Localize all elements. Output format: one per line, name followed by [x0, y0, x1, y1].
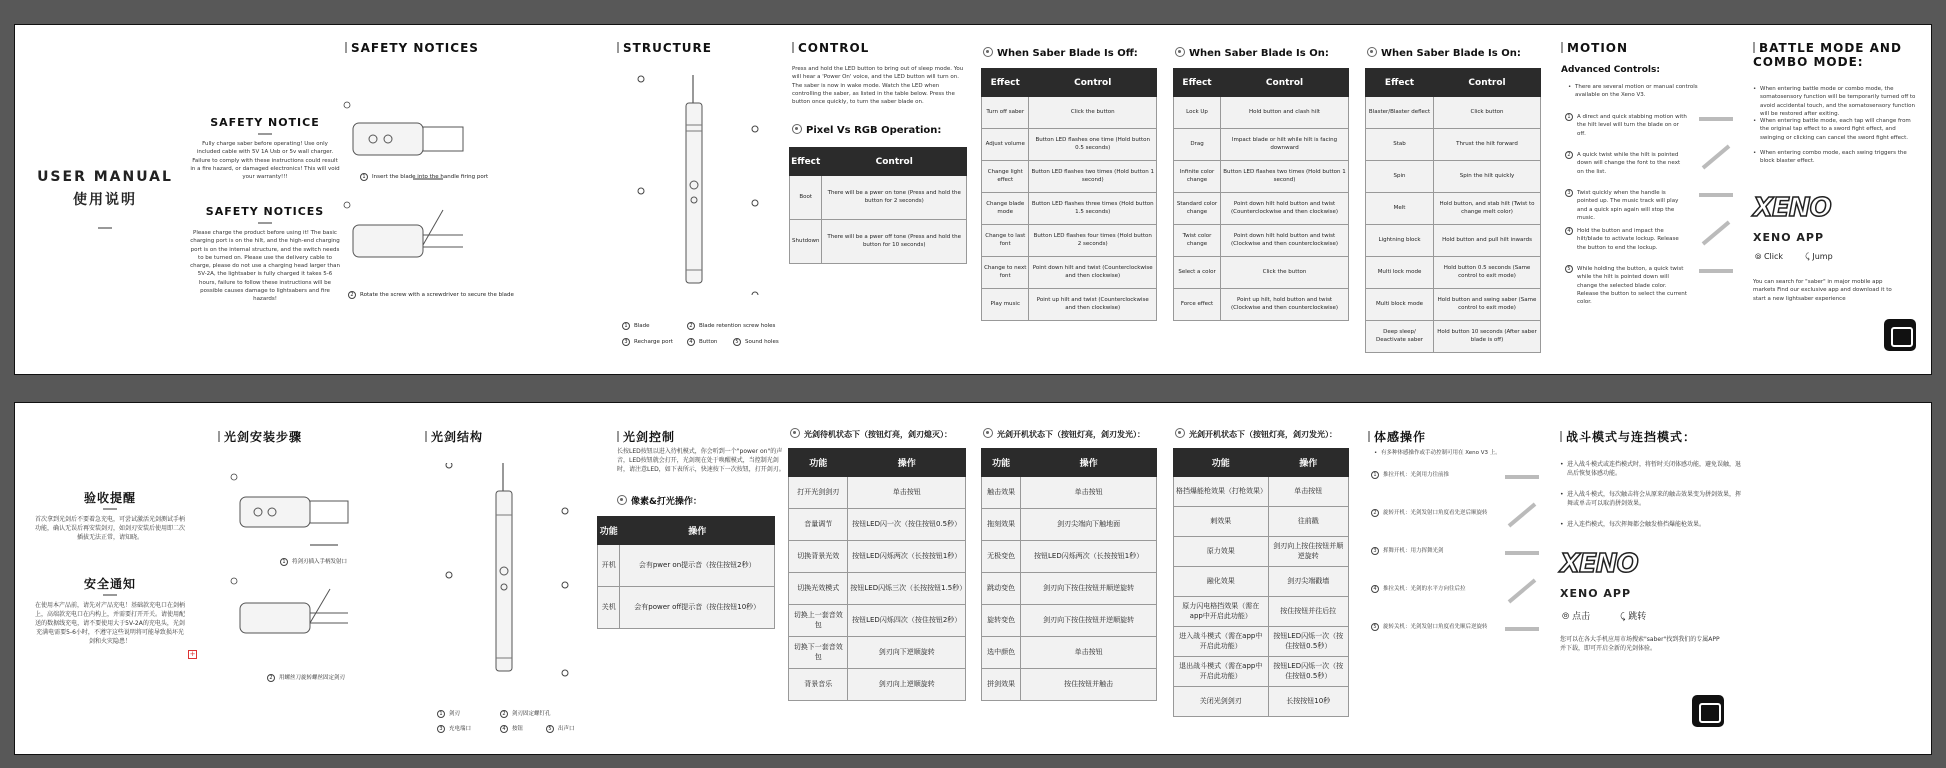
- effect-cell: Multi lock mode: [1366, 257, 1434, 289]
- off-table-cn: 功能 操作 打开光剑剑刃 单击按钮 音量调节 按钮LED闪一次（按住按钮0.5秒） 切换背景光效 按钮LED闪烁两次（长按按钮1秒） 切换光效模式 按钮LED闪烁三次（长按按钮1.5秒） 切换上一套音效包 按钮LED闪烁四次（按住按钮2秒） 切换下一套音效包 剑刃向下逆顺旋转 背景音乐 剑刃向上逆顺旋转: [788, 448, 966, 701]
- table-row: [789, 541, 966, 573]
- pixel-title: Pixel Vs RGB Operation:: [792, 124, 941, 136]
- control-title-cn: 光剑控制: [617, 428, 675, 445]
- effect-cell: 原力闪电格挡效果（需在app中开启此功能）: [1174, 597, 1269, 627]
- circle-icon: [790, 428, 800, 438]
- motion-item: [1567, 227, 1687, 252]
- check-title: 验收提醒: [83, 491, 136, 505]
- control-cell: 按钮LED闪烁两次（长按按钮1秒）: [1021, 541, 1157, 573]
- xeno-logo: XENO: [1753, 193, 1831, 223]
- motion-item: [1567, 151, 1687, 176]
- table-row: [982, 225, 1157, 257]
- effect-cell: 旋转变色: [982, 605, 1021, 637]
- step-number: 2: [1565, 151, 1573, 159]
- table-row: [1174, 257, 1349, 289]
- bullet-item: • 进入战斗模式或连挡模式时，将暂时关闭体感功能，避免误触，退出后恢复体感功能。: [1567, 460, 1742, 478]
- table-row: [982, 477, 1157, 509]
- table-row: [1366, 193, 1541, 225]
- table-row: [789, 637, 966, 669]
- table-row: [1366, 257, 1541, 289]
- effect-cell: 格挡爆能枪效果（打枪效果）: [1174, 477, 1269, 507]
- table-row: [1174, 161, 1349, 193]
- control-cell: Thrust the hilt forward: [1434, 129, 1541, 161]
- effect-cell: Standard color change: [1174, 193, 1221, 225]
- circle-icon: [792, 124, 802, 134]
- motion-item: [1373, 547, 1493, 555]
- jump-label-cn: ⤹ 跳转: [1620, 612, 1647, 622]
- control-cell: Impact blade or hilt while hilt is facing downward: [1221, 129, 1349, 161]
- effect-cell: Spin: [1366, 161, 1434, 193]
- table-row: [1174, 97, 1349, 129]
- effect-cell: 选中颜色: [982, 637, 1021, 669]
- table-row: [1366, 161, 1541, 193]
- structure-title-cn: 光剑结构: [425, 428, 483, 445]
- control-cell: 按钮LED闪烁一次（按住按钮0.5秒）: [1268, 657, 1348, 687]
- effect-cell: 融化效果: [1174, 567, 1269, 597]
- control-cell: Point up hilt and twist (Counterclockwise and then clockwise): [1029, 289, 1157, 321]
- motion-text: 挥舞开机：用力挥舞光剑: [1383, 548, 1444, 554]
- on-title-cn: 光剑开机状态下（按钮灯亮，剑刃发光）：: [983, 428, 1145, 440]
- motion-item: [1567, 265, 1687, 306]
- control-cell: Point down hilt hold button and twist (Counterclockwise and then clockwise): [1221, 193, 1349, 225]
- table-row: [982, 605, 1157, 637]
- effect-cell: Blaster/Blaster deflect: [1366, 97, 1434, 129]
- control-cell: There will be a pwer off tone (Press and hold the button for 10 seconds): [822, 220, 967, 264]
- motion-text: A direct and quick stabbing motion with the hilt level will turn the blade on or off.: [1577, 114, 1687, 137]
- control-cell: 单击按钮: [848, 477, 966, 509]
- control-cell: 剑刃向上按住按钮并顺逆旋转: [1268, 537, 1348, 567]
- effect-cell: Lock Up: [1174, 97, 1221, 129]
- off-title: When Saber Blade Is Off:: [983, 47, 1138, 59]
- effect-cell: Select a color: [1174, 257, 1221, 289]
- control-cell: Hold button and clash hilt: [1221, 97, 1349, 129]
- step-number: 2: [1371, 509, 1379, 517]
- control-cell: Hold button and swing saber (Same control to exit mode): [1434, 289, 1541, 321]
- table-row: [1174, 657, 1349, 687]
- table-row: [982, 669, 1157, 701]
- pixel-table: Effect Control Boot There will be a pwer on tone (Press and hold the button for 2 seconds) Shutdown There will be a pwer off tone (Press and hold the button for 10 seconds): [789, 147, 967, 264]
- step-number: 1: [1565, 113, 1573, 121]
- table-row: [789, 669, 966, 701]
- control-cell: Point down hilt hold button and twist (Clockwise and then counterclockwise): [1221, 225, 1349, 257]
- circle-icon: [983, 47, 993, 57]
- table-row: [1174, 687, 1349, 717]
- effect-cell: Change to last font: [982, 225, 1029, 257]
- plus-icon: +: [189, 650, 196, 658]
- control-cell: There will be a pwer on tone (Press and hold the button for 2 seconds): [822, 176, 967, 220]
- on2-table: Effect Control Blaster/Blaster deflect Click button Stab Thrust the hilt forward Spin Spin the hilt quickly Melt Hold button, and stab hilt (Twist to change melt color) Lightning block Hold button and pull hilt inwards Multi lock mode Hold button 0.5 seconds (Same control to exit mode) Multi block mode Hold button and swing saber (Same control to exit mode) Deep sleep/ Deactivate saber Hold button 10 seconds (After saber blade is off): [1365, 68, 1541, 353]
- table-row: [789, 573, 966, 605]
- effect-cell: 刺效果: [1174, 507, 1269, 537]
- table-row: [1174, 477, 1349, 507]
- table-row: [982, 509, 1157, 541]
- control-cell: Hold button and pull hilt inwards: [1434, 225, 1541, 257]
- table-row: [982, 257, 1157, 289]
- off-title-cn: 光剑待机状态下（按钮灯亮，剑刃熄灭）：: [790, 428, 952, 440]
- table-row: [982, 97, 1157, 129]
- effect-cell: Play music: [982, 289, 1029, 321]
- install-title: 光剑安装步骤: [218, 428, 302, 445]
- control-cell: Point up hilt, hold button and twist (Clockwise and then counterclockwise): [1221, 289, 1349, 321]
- table-row: [1174, 193, 1349, 225]
- pixel-title-cn: 像素&打光操作：: [617, 494, 702, 507]
- effect-cell: 拼剑效果: [982, 669, 1021, 701]
- saber-motion-icon: [1702, 221, 1731, 246]
- control-cell: Click button: [1434, 97, 1541, 129]
- table-row: [982, 637, 1157, 669]
- effect-cell: 切换上一套音效包: [789, 605, 848, 637]
- table-row: [982, 541, 1157, 573]
- motion-item: [1373, 471, 1493, 479]
- bullet-item: • 进入战斗模式，每次触击将会从原来的触击效果变为拼剑效果，挥舞或单击可以取消拼剑效果。: [1567, 490, 1742, 508]
- motion-intro-cn: • 有多种体感操作或手动控制可用在 Xeno V3 上。: [1381, 449, 1531, 457]
- structure-illustration-cn: [435, 463, 575, 683]
- control-cell: Click the button: [1221, 257, 1349, 289]
- table-row: [1174, 537, 1349, 567]
- table-row: [1366, 97, 1541, 129]
- step-number: 5: [1371, 623, 1379, 631]
- bullet-item: • When entering battle mode, each tap will change from the original tap effect to a sword fight effect, and swinging or clicking can cancel the sword fight effect.: [1760, 117, 1920, 142]
- click-label-cn: ⦾ 点击: [1562, 612, 1591, 622]
- control-cell: 往前戳: [1268, 507, 1348, 537]
- control-cell: 按住按钮并触击: [1021, 669, 1157, 701]
- table-row: [982, 193, 1157, 225]
- control-cell: Hold button, and stab hilt (Twist to change melt color): [1434, 193, 1541, 225]
- control-cell: Hold button 0.5 seconds (Same control to exit mode): [1434, 257, 1541, 289]
- control-cell: 单击按钮: [1021, 637, 1157, 669]
- step-number: 3: [1371, 547, 1379, 555]
- table-row: [789, 477, 966, 509]
- step-number: 4: [1565, 227, 1573, 235]
- search-text: You can search for "saber" in major mobile app markets Find our exclusive app and download it to start a new lightsaber experience: [1753, 279, 1892, 302]
- effect-cell: Change blade mode: [982, 193, 1029, 225]
- table-row: [598, 587, 775, 629]
- table-row: [598, 545, 775, 587]
- motion-item: [1373, 623, 1493, 631]
- control-cell: 长按按钮10秒: [1268, 687, 1348, 717]
- step-number: 4: [1371, 585, 1379, 593]
- bullet-item: • 进入连挡模式，每次挥舞都会触发格挡爆能枪效果。: [1567, 520, 1742, 529]
- control-cell: Spin the hilt quickly: [1434, 161, 1541, 193]
- saber-motion-icon: [1699, 193, 1733, 197]
- install-step-2: 2 Rotate the screw with a screwdriver to secure the blade: [348, 291, 514, 299]
- table-row: [1174, 225, 1349, 257]
- safety-notice-title: SAFETY NOTICE: [210, 116, 320, 129]
- control-cell: 按钮LED闪烁两次（长按按钮1秒）: [848, 541, 966, 573]
- circle-icon: [983, 428, 993, 438]
- on-table: Effect Control Lock Up Hold button and clash hilt Drag Impact blade or hilt while hilt is facing downward Infinite color change Button LED flashes two times (Hold button 1 second) Standard color change Point down hilt hold button and twist (Counterclockwise and then clockwise) Twist color change Point down hilt hold button and twist (Clockwise and then counterclockwise) Select a color Click the button Force effect Point up hilt, hold button and twist (Clockwise and then counterclockwise): [1173, 68, 1349, 321]
- structure-legend-5: 5 Sound holes: [733, 338, 779, 346]
- install-step-1: 1 Insert the blade into the handle firing port: [360, 173, 488, 181]
- effect-cell: 开机: [598, 545, 620, 587]
- app-title: XENO APP: [1753, 231, 1825, 244]
- effect-cell: 原力效果: [1174, 537, 1269, 567]
- motion-title-cn: 体感操作: [1368, 428, 1426, 445]
- control-cell: 按钮LED闪烁四次（按住按钮2秒）: [848, 605, 966, 637]
- saber-motion-icon: [1699, 269, 1733, 273]
- table-row: [1174, 129, 1349, 161]
- control-cell: Hold button 10 seconds (After saber blade is off): [1434, 321, 1541, 353]
- circle-icon: [1367, 47, 1377, 57]
- effect-cell: Adjust volume: [982, 129, 1029, 161]
- effect-cell: Melt: [1366, 193, 1434, 225]
- on2-table-cn: 功能 操作 格挡爆能枪效果（打枪效果） 单击按钮 刺效果 往前戳 原力效果 剑刃向上按住按钮并顺逆旋转 融化效果 剑刃尖端戳墙 原力闪电格挡效果（需在app中开启此功能） 按住按钮并往后拉 进入战斗模式（需在app中开启此功能） 按钮LED闪烁一次（按住按钮0.5秒） 退出战斗模式（需在app中开启此功能） 按钮LED闪烁一次（按住按钮0.5秒） 关闭光剑剑刃 长按按钮10秒: [1173, 448, 1349, 717]
- effect-cell: Infinite color change: [1174, 161, 1221, 193]
- structure-legend-cn-5: 5 出声口: [546, 724, 575, 733]
- effect-cell: 音量调节: [789, 509, 848, 541]
- table-row: [1174, 627, 1349, 657]
- bullet-item: • When entering combo mode, each swing triggers the block blaster effect.: [1760, 149, 1920, 166]
- structure-legend-3: 3 Recharge port: [622, 338, 673, 346]
- circle-icon: [1175, 428, 1185, 438]
- battle-title-cn: 战斗模式与连挡模式：: [1560, 428, 1696, 445]
- on2-title: When Saber Blade Is On:: [1367, 47, 1521, 59]
- motion-text: Hold the button and impact the hilt/blade to activate lockup. Release the button to end the lockup.: [1577, 228, 1679, 251]
- table-row: [982, 573, 1157, 605]
- structure-legend-2: 2 Blade retention screw holes: [687, 322, 775, 330]
- control-cell: 单击按钮: [1021, 477, 1157, 509]
- effect-cell: Change to next font: [982, 257, 1029, 289]
- control-cell: Button LED flashes one time (Hold button 0.5 seconds): [1029, 129, 1157, 161]
- motion-item: [1373, 585, 1493, 593]
- search-text-cn: 您可以在各大手机应用市场搜索"saber"找到我们的专属APP并下载，即可开启全新的光剑体验。: [1560, 636, 1720, 652]
- motion-intro: • There are several motion or manual controls available on the Xeno V3.: [1575, 83, 1705, 100]
- table-row: [1366, 289, 1541, 321]
- effect-cell: 无极变色: [982, 541, 1021, 573]
- effect-cell: 切换背景光效: [789, 541, 848, 573]
- table-row: [982, 161, 1157, 193]
- control-cell: 剑刃向下逆顺旋转: [848, 637, 966, 669]
- manual-title-en: USER MANUAL: [37, 169, 173, 185]
- safety-notices-title: SAFETY NOTICES: [205, 205, 325, 218]
- control-cell: 剑刃尖端戳墙: [1268, 567, 1348, 597]
- effect-cell: 切换下一套音效包: [789, 637, 848, 669]
- table-row: [982, 289, 1157, 321]
- effect-cell: Multi block mode: [1366, 289, 1434, 321]
- effect-cell: Twist color change: [1174, 225, 1221, 257]
- effect-cell: Deep sleep/ Deactivate saber: [1366, 321, 1434, 353]
- divider: [103, 508, 117, 510]
- effect-cell: Drag: [1174, 129, 1221, 161]
- saber-motion-icon: [1505, 475, 1539, 479]
- effect-cell: Boot: [790, 176, 822, 220]
- effect-cell: 拖刻效果: [982, 509, 1021, 541]
- divider: [98, 227, 112, 229]
- table-row: [1366, 321, 1541, 353]
- control-cell: 剑刃向下按住按钮并逆顺旋转: [1021, 605, 1157, 637]
- motion-text: 推拉开机：光剑用力往前推: [1383, 472, 1450, 478]
- motion-item: [1567, 113, 1687, 138]
- control-cell: 剑刃尖端向下触地面: [1021, 509, 1157, 541]
- on-table-cn: 功能 操作 触击效果 单击按钮 拖刻效果 剑刃尖端向下触地面 无极变色 按钮LED闪烁两次（长按按钮1秒） 跳动变色 剑刃向下按住按钮并顺逆旋转 旋转变色 剑刃向下按住按钮并逆顺旋转 选中颜色 单击按钮 拼剑效果 按住按钮并触击: [981, 448, 1157, 701]
- saber-motion-icon: [1702, 145, 1731, 170]
- table-row: [790, 220, 967, 264]
- effect-cell: Shutdown: [790, 220, 822, 264]
- effect-cell: Turn off saber: [982, 97, 1029, 129]
- motion-item: [1567, 189, 1687, 222]
- safety-notice-text: Fully charge saber before operating! Use only included cable with 5V 1A Usb or 5v wall charger. Failure to comply with these instructions could result in a fire hazard, or damaged electronics! This will void your warranty!!!: [190, 141, 340, 180]
- structure-title: STRUCTURE: [617, 41, 712, 55]
- off-table: Effect Control Turn off saber Click the button Adjust volume Button LED flashes one time (Hold button 0.5 seconds) Change light effect Button LED flashes two times (Hold button 1 second) Change blade mode Button LED flashes three times (Hold button 1.5 seconds) Change to last font Button LED flashes four times (Hold button 2 seconds) Change to next font Point down hilt and twist (Counterclockwise and then clockwise) Play music Point up hilt and twist (Counterclockwise and then clockwise): [981, 68, 1157, 321]
- structure-legend-cn-3: 3 充电端口: [437, 724, 471, 733]
- saber-motion-icon: [1699, 117, 1733, 121]
- control-cell: 按钮LED闪烁三次（长按按钮1.5秒）: [848, 573, 966, 605]
- advanced-controls-title: Advanced Controls:: [1561, 65, 1660, 75]
- control-cell: Button LED flashes two times (Hold button 1 second): [1029, 161, 1157, 193]
- table-row: [789, 509, 966, 541]
- structure-illustration: [630, 75, 770, 295]
- control-cell: Button LED flashes four times (Hold button 2 seconds): [1029, 225, 1157, 257]
- control-cell: 按住按钮并往后拉: [1268, 597, 1348, 627]
- motion-text: While holding the button, a quick twist while the hilt is pointed down will change the selected blade color. Release the button to select the current color.: [1577, 266, 1687, 305]
- saber-motion-icon: [1508, 503, 1537, 528]
- structure-legend-cn-1: 1 剑刃: [437, 709, 460, 718]
- back-sheet: [14, 402, 1932, 755]
- motion-text: 旋转开机：光剑发射口角度看先逆后顺旋转: [1383, 510, 1488, 516]
- structure-legend-4: 4 Button: [687, 338, 717, 346]
- effect-cell: Force effect: [1174, 289, 1221, 321]
- structure-legend-1: 1 Blade: [622, 322, 650, 330]
- saber-motion-icon: [1505, 627, 1539, 631]
- control-cell: 剑刃向上逆顺旋转: [848, 669, 966, 701]
- motion-item: [1373, 509, 1493, 517]
- effect-cell: 跳动变色: [982, 573, 1021, 605]
- table-row: [1366, 129, 1541, 161]
- control-cell: 剑刃向下按住按钮并顺逆旋转: [1021, 573, 1157, 605]
- install-step-1-cn: 1 将剑刃插入手柄发射口: [280, 557, 347, 566]
- install-step-2-cn: 2 用螺丝刀旋转螺丝固定剑刃: [267, 673, 345, 682]
- effect-cell: Lightning block: [1366, 225, 1434, 257]
- effect-cell: 关闭光剑剑刃: [1174, 687, 1269, 717]
- effect-cell: Stab: [1366, 129, 1434, 161]
- structure-legend-cn-4: 4 按钮: [500, 724, 523, 733]
- effect-cell: 退出战斗模式（需在app中开启此功能）: [1174, 657, 1269, 687]
- manual-title-cn: 使用说明: [73, 192, 137, 208]
- effect-cell: 打开光剑剑刃: [789, 477, 848, 509]
- control-cell: Click the button: [1029, 97, 1157, 129]
- table-row: [1366, 225, 1541, 257]
- effect-cell: 触击效果: [982, 477, 1021, 509]
- app-title-cn: XENO APP: [1560, 587, 1632, 600]
- control-text-cn: 长按LED按钮以进入待机模式，你会听到一个"power on"的声音，LED按钮就会打开，光剑现在处于唤醒模式，当控制光剑时，请注意LED，如下表所示，快速按下一次按钮，打开剑刃。: [617, 448, 785, 473]
- xeno-logo-cn: XENO: [1560, 549, 1638, 579]
- bullet-item: • When entering battle mode or combo mode, the somatosensory function will be temporarily turned off to avoid accidental touch, and the somatosensory function will be restored after exiting.: [1760, 85, 1920, 118]
- table-row: [1174, 289, 1349, 321]
- jump-label: ⤹ Jump: [1805, 252, 1833, 261]
- step-number: 1: [1371, 471, 1379, 479]
- motion-text: 推拉关机：光剑的水平方向往后拉: [1383, 586, 1466, 592]
- circle-icon: [617, 495, 627, 505]
- safety-notices-text: Please charge the product before using it! The basic charging port is on the hilt, and the high-end charging port is on the internal structure, and the switch needs to be turned on. Please use the delivery cable to charge, please do not use a charging head larger than 5V-2A, the lightsaber is fully charged it takes 5-6 hours, failure to follow these instructions will be possible causes damage to lightsabers and fire hazards!: [190, 230, 340, 302]
- control-cell: Button LED flashes two times (Hold button 1 second): [1221, 161, 1349, 193]
- control-cell: 单击按钮: [1268, 477, 1348, 507]
- table-row: [789, 605, 966, 637]
- motion-text: Twist quickly when the handle is pointed up. The music track will play and a quick spin again will stop the music.: [1577, 190, 1679, 221]
- on2-title-cn: 光剑开机状态下（按钮灯亮，剑刃发光）：: [1175, 428, 1337, 440]
- front-sheet: [14, 24, 1932, 375]
- control-cell: Button LED flashes three times (Hold button 1.5 seconds): [1029, 193, 1157, 225]
- on-title: When Saber Blade Is On:: [1175, 47, 1329, 59]
- table-row: [1174, 507, 1349, 537]
- circle-icon: [1175, 47, 1185, 57]
- check-text: 首次拿到光剑后不要着急充电，可尝试激活光剑测试手柄功能，确认无误后再安装剑刃，如剑刃安装后使用即二次插拔无法正常，请知晓。: [35, 516, 186, 541]
- effect-cell: 关机: [598, 587, 620, 629]
- battle-title: BATTLE MODE AND COMBO MODE:: [1753, 41, 1923, 70]
- control-text: Press and hold the LED button to bring out of sleep mode. You will hear a 'Power On' voice, and the LED button will turn on. The saber is now in wake mode. Watch the LED when controlling the saber, as listed in the table below. Press the button once quickly, to turn the saber blade on.: [792, 66, 964, 105]
- control-cell: 会有pwer on提示音（按住按钮2秒）: [620, 545, 775, 587]
- control-cell: 按钮LED闪烁一次（按住按钮0.5秒）: [1268, 627, 1348, 657]
- effect-cell: Change light effect: [982, 161, 1029, 193]
- table-row: [982, 129, 1157, 161]
- click-label: ⦾ Click: [1755, 252, 1784, 261]
- effect-cell: 背景音乐: [789, 669, 848, 701]
- control-cell: Point down hilt and twist (Counterclockwise and then clockwise): [1029, 257, 1157, 289]
- divider: [103, 594, 117, 596]
- table-row: [1174, 597, 1349, 627]
- motion-title: MOTION: [1561, 41, 1628, 55]
- safety-text-cn: 在使用本产品前，请先对产品充电！基础款充电口在剑柄上，高端款充电口在内构上，并需要打开开关。请使用配送的数据线充电，请不要使用大于5V-2A的充电头，光剑充满电需要5-6小时，不遵守这些说明将可能导致损坏光剑和火灾隐患！: [35, 602, 186, 645]
- motion-text: 旋转关机：光剑发射口角度看先顺后逆旋转: [1383, 624, 1488, 630]
- table-row: [790, 176, 967, 220]
- control-cell: 会有power off提示音（按住按钮10秒）: [620, 587, 775, 629]
- step-number: 5: [1565, 265, 1573, 273]
- table-row: [1174, 567, 1349, 597]
- safety-column-title: SAFETY NOTICES: [345, 41, 479, 55]
- app-logo-icon: [1884, 319, 1916, 351]
- divider: [258, 222, 272, 224]
- step-number: 3: [1565, 189, 1573, 197]
- app-logo-icon-cn: [1692, 695, 1724, 727]
- control-cell: 按钮LED闪一次（按住按钮0.5秒）: [848, 509, 966, 541]
- motion-text: A quick twist while the hilt is pointed down will change the font to the next on the list.: [1577, 152, 1681, 175]
- effect-cell: 进入战斗模式（需在app中开启此功能）: [1174, 627, 1269, 657]
- saber-motion-icon: [1508, 579, 1537, 604]
- divider: [258, 133, 272, 135]
- effect-cell: 切换光效模式: [789, 573, 848, 605]
- saber-motion-icon: [1505, 551, 1539, 555]
- pixel-table-cn: 功能 操作 开机 会有pwer on提示音（按住按钮2秒） 关机 会有power off提示音（按住按钮10秒）: [597, 516, 775, 629]
- safety-title-cn: 安全通知: [83, 577, 136, 591]
- structure-legend-cn-2: 2 剑刃固定螺钉孔: [500, 709, 551, 718]
- control-title: CONTROL: [792, 41, 869, 55]
